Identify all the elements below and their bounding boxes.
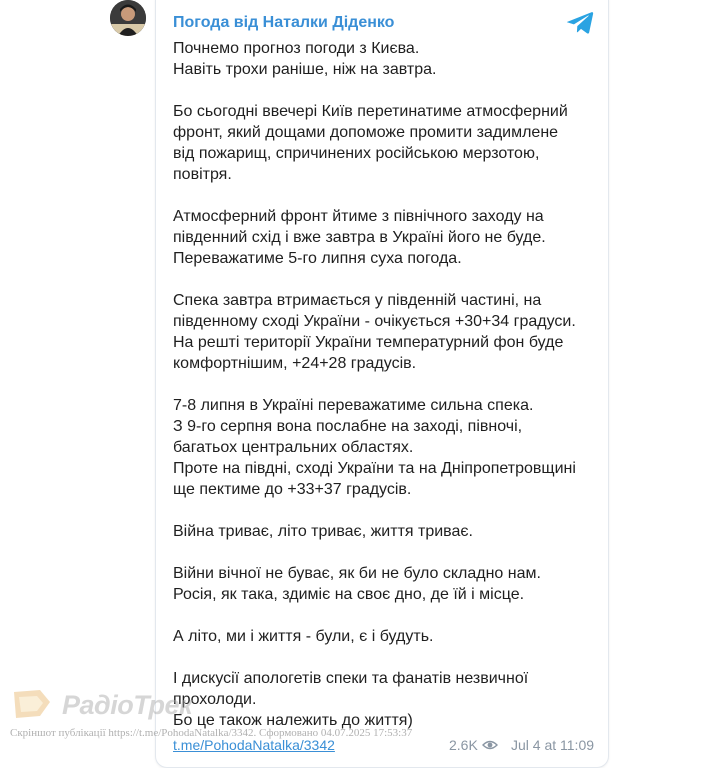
message-line: Війни вічної не буває, як би не було складно нам. [173,565,541,582]
message-line: Бо сьогодні ввечері Київ перетинатиме атмосферний [173,103,568,120]
message-line: фронт, який дощами допоможе промити задимлене [173,124,559,141]
post-link[interactable]: t.me/PohodaNatalka/3342 [173,737,335,753]
message-line: Почнемо прогноз погоди з Києва. [173,40,420,57]
message-line: прохолоди. [173,691,257,708]
message-line: Спека завтра втримається у південній частині, на [173,292,542,309]
message-paragraph [173,290,593,374]
message-paragraph [173,521,593,542]
radiotrek-logo-text: РадіоТрек [62,690,193,720]
screenshot-watermark: Скріншот публікації https://t.me/PohodaNatalka/3342. Сформовано 04.07.2025 17:53:37 [10,727,413,739]
channel-avatar[interactable] [110,0,146,36]
message-text [173,38,593,731]
message-line: комфортнішим, +24+28 градусів. [173,355,417,372]
message-line: ще пектиме до +33+37 градусів. [173,481,412,498]
message-paragraph [173,206,593,269]
message-line: Війна триває, літо триває, життя триває. [173,523,473,540]
post-date: Jul 4 at 11:09 [511,737,595,753]
message-line: 7-8 липня в Україні переважатиме сильна спека. [173,397,534,414]
message-line: Проте на півдні, сході України та на Дніпропетровщині [173,460,576,477]
message-line: На решті території України температурний фон буде [173,334,564,351]
message-line: від пожарищ, спричинених російською мерзотою, [173,145,540,162]
message-paragraph [173,395,593,500]
message-line: Бо це також належить до життя) [173,712,413,729]
message-line: І дискусії апологетів спеки та фанатів незвичної [173,670,529,687]
message-line: багатьох центральних областях. [173,439,414,456]
message-paragraph [173,563,593,605]
avatar-photo [110,0,146,36]
message-line: Переважатиме 5-го липня суха погода. [173,250,462,267]
message-line: Навіть трохи раніше, ніж на завтра. [173,61,437,78]
telegram-icon[interactable] [566,11,594,35]
channel-name[interactable]: Погода від Наталки Діденко [173,14,395,31]
message-line: південний схід і вже завтра в Україні його не буде. [173,229,546,246]
message-line: З 9-го серпня вона послабне на заході, півночі, [173,418,523,435]
eye-icon [482,739,498,751]
message-paragraph [173,626,593,647]
message-paragraph [173,101,593,185]
message-paragraph [173,38,593,80]
message-paragraph [173,668,593,731]
radiotrek-logo-icon [10,686,54,722]
message-line: південному сході України - очікується +30+34 градуси. [173,313,576,330]
message-line: Росія, як така, здиміє на своє дно, де їй і місце. [173,586,525,603]
radiotrek-logo [10,686,193,722]
view-count: 2.6K [449,737,478,753]
message-line: Атмосферний фронт йтиме з північного заходу на [173,208,544,225]
message-line: А літо, ми і життя - були, є і будуть. [173,628,434,645]
message-line: повітря. [173,166,232,183]
